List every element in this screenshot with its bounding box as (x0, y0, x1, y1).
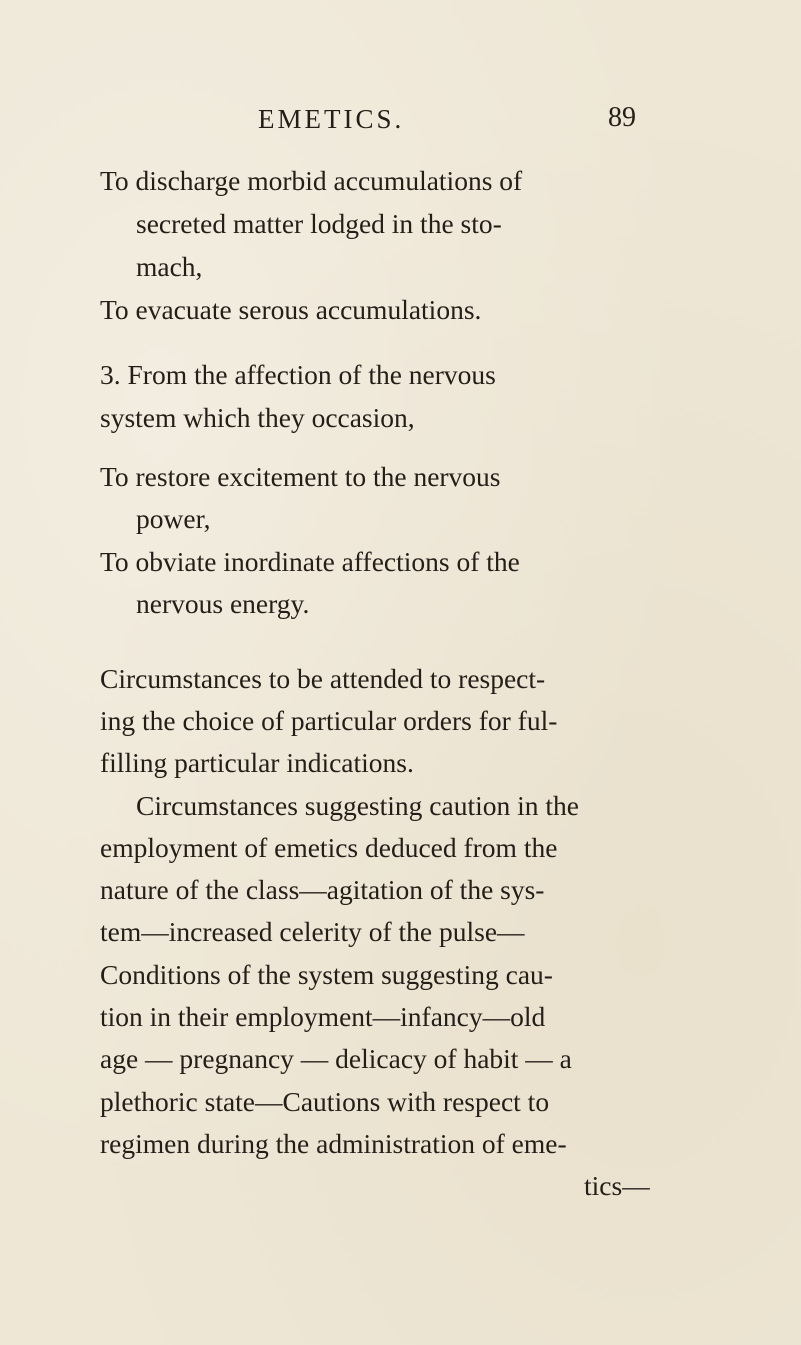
text-line: Circumstances to be attended to respect- (100, 663, 546, 694)
text-line: nervous energy. (136, 588, 310, 619)
text-line: Circumstances suggesting caution in the (136, 790, 579, 821)
text-line: To discharge morbid accumulations of (100, 165, 523, 196)
running-head: EMETICS. (258, 104, 405, 134)
text-line: filling particular indications. (100, 747, 414, 778)
catchword: tics— (584, 1170, 650, 1201)
text-line: tem—increased celerity of the pulse— (100, 916, 525, 947)
text-line: 3. From the affection of the nervous (100, 359, 496, 390)
text-line: regimen during the administration of eme- (100, 1128, 567, 1159)
text-line: mach, (136, 251, 203, 282)
text-line: ing the choice of particular orders for ful- (100, 705, 558, 736)
text-line: age — pregnancy — delicacy of habit — a (100, 1043, 572, 1074)
text-line: plethoric state—Cautions with respect to (100, 1086, 550, 1117)
page-number: 89 (608, 102, 636, 133)
text-line: tion in their employment—infancy—old (100, 1001, 546, 1032)
text-line: Conditions of the system suggesting cau- (100, 959, 553, 990)
text-line: power, (136, 503, 211, 534)
text-line: To obviate inordinate affections of the (100, 546, 520, 577)
text-line: system which they occasion, (100, 402, 415, 433)
text-line: secreted matter lodged in the sto- (136, 208, 502, 239)
text-line: nature of the class—agitation of the sys- (100, 874, 545, 905)
text-line: To restore excitement to the nervous (100, 461, 501, 492)
page-header (0, 102, 801, 142)
text-line: employment of emetics deduced from the (100, 832, 558, 863)
text-line: To evacuate serous accumulations. (100, 294, 482, 325)
